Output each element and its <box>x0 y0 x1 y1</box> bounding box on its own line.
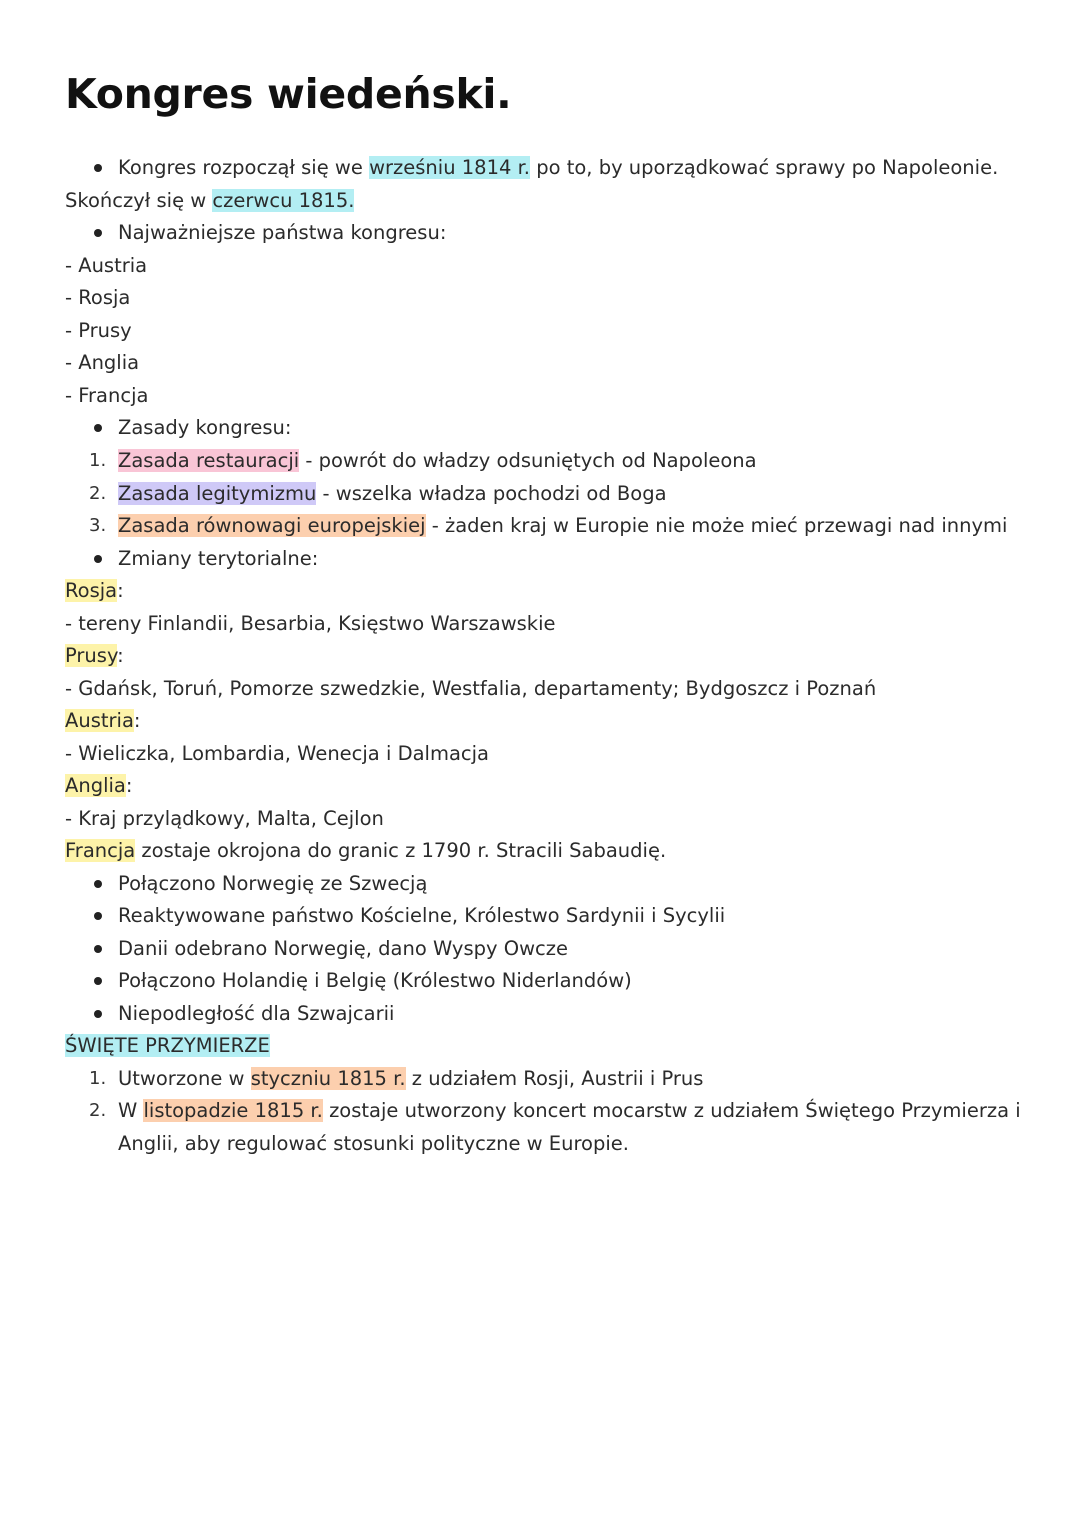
state-item: - Austria <box>65 254 148 277</box>
country-label-prusy: Prusy: <box>65 644 124 667</box>
highlight-date: wrześniu 1814 r. <box>369 156 531 179</box>
country-gains-anglia: - Kraj przylądkowy, Malta, Cejlon <box>65 807 384 830</box>
alliance-item-continuation: Anglii, aby regulować stosunki polityczne w Europie. <box>118 1132 629 1155</box>
bullet-item: Reaktywowane państwo Kościelne, Królestwo Sardynii i Sycylii <box>118 900 725 932</box>
bullet-item: Połączono Norwegię ze Szwecją <box>118 868 427 900</box>
bullet-states-heading: Najważniejsze państwa kongresu: <box>118 217 446 249</box>
highlight-date: styczniu 1815 r. <box>250 1067 406 1090</box>
highlight-rule: Zasada restauracji <box>118 449 300 472</box>
congress-end-line: Skończył się w czerwcu 1815. <box>65 189 355 212</box>
country-label-austria: Austria: <box>65 709 141 732</box>
bullet-changes-heading: Zmiany terytorialne: <box>118 543 318 575</box>
state-item: - Prusy <box>65 319 132 342</box>
highlight-rule: Zasada równowagi europejskiej <box>118 514 426 537</box>
state-item: - Francja <box>65 384 149 407</box>
bullet-congress-start: Kongres rozpoczął się we wrześniu 1814 r. po to, by uporządkować sprawy po Napoleonie. <box>118 152 998 184</box>
highlight-date: listopadzie 1815 r. <box>143 1099 323 1122</box>
bullet-item: Niepodległość dla Szwajcarii <box>118 998 394 1030</box>
section-heading-alliance: ŚWIĘTE PRZYMIERZE <box>65 1034 270 1057</box>
rule-item: 3. Zasada równowagi europejskiej - żaden kraj w Europie nie może mieć przewagi nad innymi <box>89 514 1008 537</box>
bullet-item: Danii odebrano Norwegię, dano Wyspy Owcze <box>118 933 568 965</box>
country-gains-rosja: - tereny Finlandii, Besarbia, Księstwo Warszawskie <box>65 612 556 635</box>
highlight-date: czerwcu 1815. <box>212 189 355 212</box>
page-title: Kongres wiedeński. <box>65 70 512 118</box>
bullet-rules-heading: Zasady kongresu: <box>118 412 291 444</box>
bullet-item: Połączono Holandię i Belgię (Królestwo Niderlandów) <box>118 965 632 997</box>
alliance-item: 2. W listopadzie 1815 r. zostaje utworzony koncert mocarstw z udziałem Świętego Przymierza i <box>89 1099 1021 1122</box>
rule-item: 1. Zasada restauracji - powrót do władzy odsuniętych od Napoleona <box>89 449 757 472</box>
country-gains-prusy: - Gdańsk, Toruń, Pomorze szwedzkie, Westfalia, departamenty; Bydgoszcz i Poznań <box>65 677 877 700</box>
country-gains-austria: - Wieliczka, Lombardia, Wenecja i Dalmacja <box>65 742 489 765</box>
alliance-item: 1. Utworzone w styczniu 1815 r. z udziałem Rosji, Austrii i Prus <box>89 1067 704 1090</box>
state-item: - Anglia <box>65 351 140 374</box>
rule-item: 2. Zasada legitymizmu - wszelka władza pochodzi od Boga <box>89 482 667 505</box>
highlight-rule: Zasada legitymizmu <box>118 482 317 505</box>
country-label-anglia: Anglia: <box>65 774 133 797</box>
country-line-francja: Francja zostaje okrojona do granic z 1790 r. Stracili Sabaudię. <box>65 839 667 862</box>
state-item: - Rosja <box>65 286 131 309</box>
country-label-rosja: Rosja: <box>65 579 124 602</box>
